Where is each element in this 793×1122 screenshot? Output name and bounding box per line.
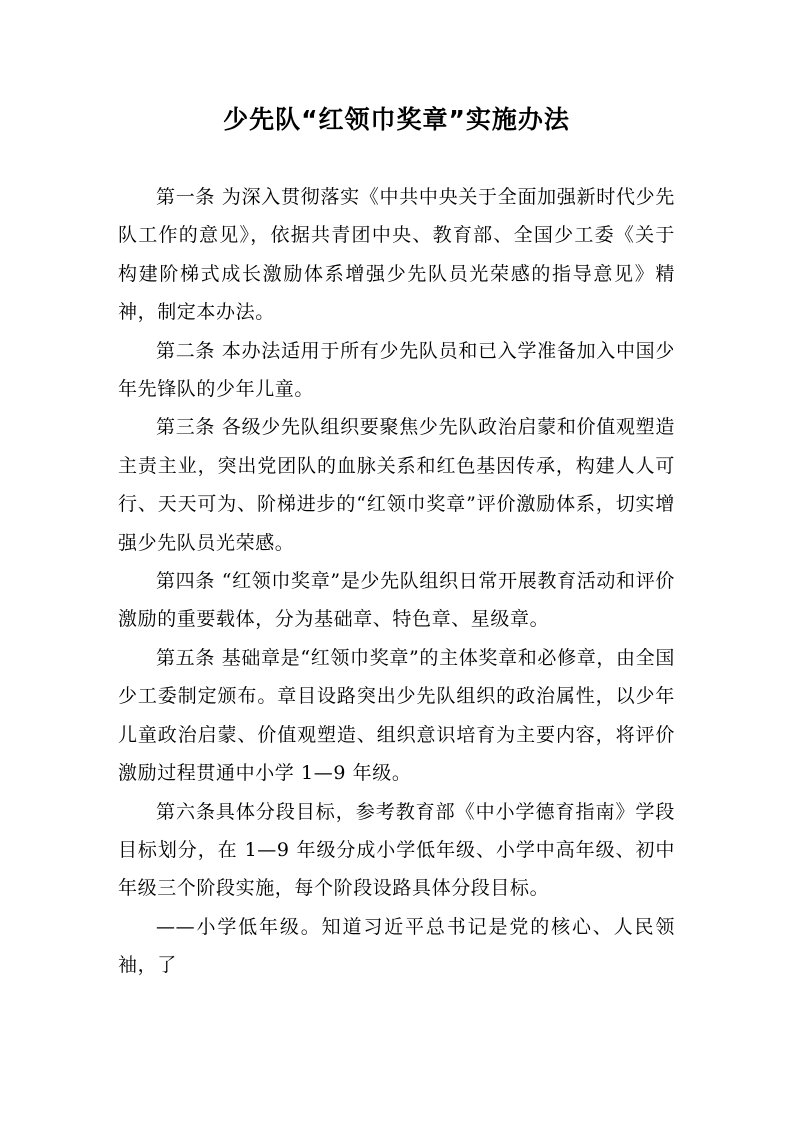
article-1-paragraph: 第一条 为深入贯彻落实《中共中央关于全面加强新时代少先队工作的意见》，依据共青团中央、教育部、全国少工委《关于构建阶梯式成长激励体系增强少先队员光荣感的指导意见》精神，制定本办法。: [118, 186, 675, 324]
article-3-paragraph: 第三条 各级少先队组织要聚焦少先队政治启蒙和价值观塑造主责主业，突出党团队的血脉关系和红色基因传承，构建人人可行、天天可为、阶梯进步的“红领巾奖章”评价激励体系，切实增强少先队员光荣感。: [118, 416, 675, 554]
document-title: 少先队“红领巾奖章”实施办法: [223, 105, 570, 134]
document-body: [118, 178, 675, 985]
article-6-paragraph: 第六条具体分段目标，参考教育部《中小学德育指南》学段目标划分，在 1—9 年级分成小学低年级、小学中高年级、初中年级三个阶段实施，每个阶段设路具体分段目标。: [118, 800, 675, 900]
article-2-paragraph: 第二条 本办法适用于所有少先队员和已入学准备加入中国少年先锋队的少年儿童。: [118, 339, 675, 401]
article-4-paragraph: 第四条 “红领巾奖章”是少先队组织日常开展教育活动和评价激励的重要载体，分为基础章、特色章、星级章。: [118, 570, 675, 631]
lower-primary-paragraph: ——小学低年级。知道习近平总书记是党的核心、人民领袖，了: [118, 915, 675, 977]
article-5-paragraph: 第五条 基础章是“红领巾奖章”的主体奖章和必修章，由全国少工委制定颁布。章目设路突出少先队组织的政治属性，以少年儿童政治启蒙、价值观塑造、组织意识培育为主要内容，将评价激励过程贯通中小学 1—9 年级。: [118, 646, 675, 785]
